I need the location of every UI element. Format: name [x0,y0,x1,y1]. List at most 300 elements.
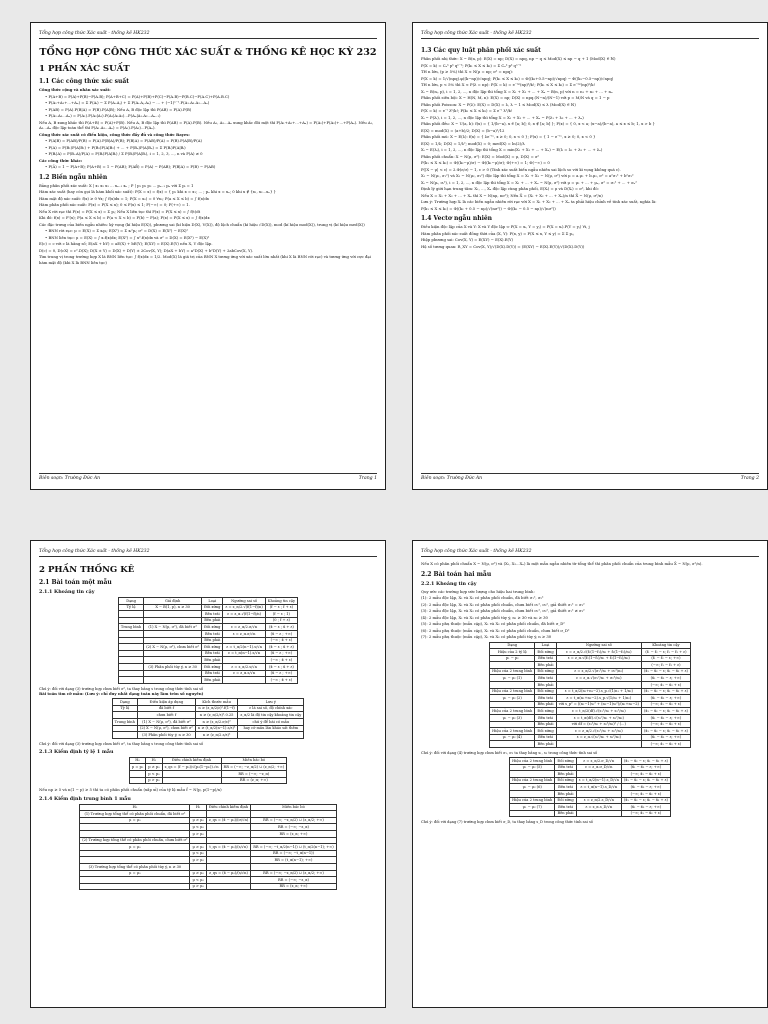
table-cell [556,741,641,748]
paragraph: X₁ ∼ N(μ₁, σ₁²) và X₂ ∼ N(μ₂, σ₂²) độc lập thì tổng X = X₁ + X₂ ∼ N(μ, σ²) với μ = a.μ₁ + b.μ₂, σ² = a²σ₁² + b²σ₂² [421,173,634,178]
table-row [490,668,691,675]
table-cell [144,650,202,657]
formula: • P(A) = P(B₁)P(A|B₁) + P(B₂)P(A|B₂) + ... + P(Bₙ)P(A|Bₙ) = Σ P(Bᵢ)P(A|Bᵢ) [45,145,377,151]
table-cell: ε = z_α/2.s/√n [223,663,265,670]
table-cell: μ₁ − μ₂ (5) [510,764,555,771]
table-row [80,864,336,871]
formula-list [45,94,377,119]
table-cell [251,811,337,818]
table-cell: Đối xứng [535,708,556,715]
table-cell [206,850,250,857]
table-note: Chú ý: đối với dạng (3) trường hợp chưa biết σ², ta thay bằng s trong công thức tính sai số [39,741,204,746]
table-cell: Đối xứng [555,758,576,765]
table-cell: μ < μ₀ [190,877,206,884]
column-header: H₀ [80,804,190,811]
column-header: Kích thước mẫu [195,699,238,706]
column-header: Khoảng tin cậy [641,642,690,649]
table-cell: (3) Phân phối tùy ý, n ≥ 30 [137,732,195,739]
table-cell: ε = z_α.s/√n [223,670,265,677]
table-cell [144,677,202,684]
table-cell: Bên phải [555,790,576,797]
table-row [129,764,286,771]
table-cell: Hiệu của 2 trung bình [510,758,555,765]
formula: • P(A|B) = P(AB)/P(B) = P(A).P(B|A)/P(B); P(B|A) = P(AB)/P(A) = P(B).P(A|B)/P(A) [45,138,377,144]
table-cell [80,850,190,857]
table-cell: μ₁ − μ₂ (1) [490,675,535,682]
paragraph: P(k₁ ≤ X ≤ k₂) = Φ((k₂−μ)/σ) − Φ((k₁−μ)/σ); Φ(+∞) = 1; Φ(−∞) = 0 [421,160,550,165]
table-row [510,790,671,797]
table-cell: (x̄ − ε ; +∞) [265,670,297,677]
table-cell [206,811,250,818]
table-row [129,777,286,784]
table-cell: (−∞; x̄₁ − x̄₂ + ε) [621,810,670,817]
table-cell: Tỷ lệ [112,705,137,712]
table-cell: đã biết f [137,705,195,712]
table-cell: (x̄ − ε ; +∞) [265,650,297,657]
table-row [118,670,297,677]
footer-author: Biên soạn: Trường Đức An [421,476,483,481]
table-row [118,677,297,684]
table-cell: n ≥ (t_α/2(n−1).s/ε)² [195,725,238,732]
table-header-row [490,642,691,649]
table-cell [118,630,143,637]
table-cell [251,837,337,844]
formula: • P(A₁.A₂...Aₙ) = P(A₁).P(A₂|A₁).P(A₃|A₁A₂)...P(Aₙ|A₁.A₂...Aₙ₋₁) [45,113,377,119]
section-heading: 2 PHẦN THỐNG KÊ [39,565,135,575]
table-cell [223,617,265,624]
table-cell: ε = z_α.s_D/√n [576,804,621,811]
table-cell: (x̄₁ − x̄₂ − ε; x̄₁ − x̄₂ + ε) [621,758,670,765]
subsection-heading: 1.2 Biến ngẫu nhiên [39,173,108,181]
table-row [490,675,691,682]
table-row [510,810,671,817]
table-cell: Hiệu của 2 tỷ lệ [490,649,535,656]
table-cell: Đối xứng [555,777,576,784]
table-cell: μ ≠ μ₀ [190,844,206,851]
table-cell: (f₁ − f₂ − ε; f₁ − f₂ + ε) [641,649,690,656]
paragraph: Các đặc trưng của biến ngẫu nhiên: kỳ vọng (kí hiệu E(X)), phương sai (kí hiệu D(X), V(X)), độ lệch chuẩn (kí hiệu √D(X)), mod (kí hiệu mod(X)), trung vị (kí hiệu med(X)) [39,221,365,227]
paragraph: (5): 2 mẫu phụ thuộc (mẫu cặp), X₁ và X₂ có phân phối chuẩn, đã biết σ_D² [421,621,565,626]
page-number: Trang 2 [740,476,759,481]
table-cell: ε = z_α/2.√(f(1−f)/n) [223,604,265,611]
subsubsection-heading: 2.2.1 Khoảng tin cậy [421,580,477,587]
table-row [129,770,286,777]
paragraph: (4): 2 mẫu độc lập, X₁ và X₂ có phân phối tùy ý, n₁ ≥ 30 và n₂ ≥ 30 [421,614,548,620]
table-cell: μ₁ − μ₂ (7) [510,804,555,811]
table-cell: (x̄₁ − x̄₂ − ε; +∞) [641,675,690,682]
table-cell: RR = (−∞; −z_α) [251,877,337,884]
paragraph: Hàm xác suất (hay còn gọi là hàm khối xác suất): P(X = x) = f(x) = { p₁ khi x = x₁; ... ; pₙ khi x = xₙ; 0 khi x ∉ {x₁, x₂...xₙ} } [39,189,276,194]
table-cell: Đối xứng [535,649,556,656]
table-cell: RR = (−∞; −z_α) [221,770,287,777]
paragraph: D(c) = 0, D(cX) = c².D(X); D(X ± Y) = D(X) + D(Y) ± 2Cov(X, Y); D(aX + bY) = a²D(X) + b²D(Y) + 2abCov(X, Y). [39,247,254,253]
paragraph: Phân phối siêu bội: X ∼ H(N, M, n): E(X) = np; D(X) = npq.(N−n)/(N−1) với p = M/N và q = 1 − p [421,95,610,100]
paragraph: (2): 2 mẫu độc lập, X₁ và X₂ có phân phối chuẩn, chưa biết σ₁², σ₂², giả thiết σ₁² = σ₂² [421,601,585,607]
table-cell: (−∞; x̄₁ − x̄₂ + ε) [641,682,690,689]
footer-author: Biên soạn: Trường Đức An [39,476,101,481]
table-cell: Bên trái [202,650,223,657]
table-cell [206,824,250,831]
table-cell: (x̄₁ − x̄₂ − ε; x̄₁ − x̄₂ + ε) [621,777,670,784]
paragraph: Hiệp phương sai: Cov(X, Y) = E(XY) − E(X).E(Y) [421,237,513,242]
table-cell [162,777,221,784]
table-cell: μ = μ₀ [80,817,190,824]
table-cell: ε = z_α.√(s₁²/n₁ + s₂²/n₂) [556,734,641,741]
table-cell: n ≥ (z_α/2.σ/ε)² [195,719,238,726]
table-cell: (1) X ∼ N(μ, σ²), đã biết σ² [137,719,195,726]
table-cell: Đối xứng [202,604,223,611]
table-cell: (1) X ∼ N(μ, σ²), đã biết σ² [144,624,202,631]
table-cell: (x̄₁ − x̄₂ − ε; x̄₁ − x̄₂ + ε) [641,708,690,715]
paragraph: Điều kiện độc lập của X và Y: X và Y độc lập ⇔ P(X = xᵢ, Y = yⱼ) = P(X = xᵢ).P(Y = yⱼ) ∀i, j [421,224,590,229]
table-note: Chú ý: đối với dạng (4) trường hợp chưa biết σ₁, σ₂ ta thay bằng s₁, s₂ trong công thức tính sai số [421,751,598,755]
table-cell: ε = t_α/2(n−1).s/√n [223,644,265,651]
table-cell: ε = z_α/2.σ/√n [223,624,265,631]
table-cell: ε = t_α(n−1).s/√n [223,650,265,657]
table-cell: (x̄₁ − x̄₂ − ε; +∞) [641,695,690,702]
table-header-row [80,804,336,811]
table-cell: Tỷ lệ [118,604,143,611]
formula: • P(A₁+A₂+...+Aₙ) = Σ P(Aᵢ) − Σ P(Aᵢ.Aⱼ) + Σ P(Aᵢ.Aⱼ.Aₖ) − ... + (−1)ⁿ⁻¹.P(A₁.A₂.A₃...Aₙ) [45,100,377,106]
table-cell: z_qs = (x̄ − μ₀)/(σ/√n) [206,817,250,824]
table-cell: p₁ − p₂ [490,655,535,662]
table-cell [118,677,143,684]
table-row [118,663,297,670]
table-cell: p ≠ p₀ [146,764,162,771]
table-cell: ε = z_α/2.√(s₁²/n₁ + s₂²/n₂) [556,728,641,735]
paragraph: E(X) = mod(X) = (a+b)/2; D(X) = (b−a)²/12 [421,127,505,133]
table-row [112,725,304,732]
table-cell: Đối xứng [202,624,223,631]
table-cell: (−∞ ; x̄ + ε) [265,637,297,644]
page-footer [421,473,759,481]
table-cell: Bên phải [202,637,223,644]
table-cell: μ = μ₀ [80,844,190,851]
table-cell [162,770,221,777]
table-cell: (x̄₁ − x̄₂ − ε; x̄₁ − x̄₂ + ε) [641,688,690,695]
paragraph: Xᵢ ∼ P(λᵢ), i = 1, 2, ..., n độc lập thì tổng X = X₁ + X₂ + ... + Xₙ ∼ P(λ₁ + λ₂ + ... + λₙ) [421,114,584,120]
table-cell: (f₁ − f₂ − ε; +∞) [641,655,690,662]
table-cell [490,701,535,708]
table-cell: z_α/2 là độ tin cậy khoảng tin cậy [238,712,304,719]
table-row [112,719,304,726]
table-cell: μ > μ₀ [190,831,206,838]
table-row [80,811,336,818]
paragraph: Quy ước các trường hợp ước lượng cho hiệu hai trung bình: [421,588,535,594]
table-cell [510,790,555,797]
table-cell: (−∞; x̄₁ − x̄₂ + ε) [641,701,690,708]
table-row [490,655,691,662]
table-cell: Bên phải [535,741,556,748]
paragraph: P(X = k) = 1/√(npq).φ((k−np)/√npq); P(k₁ ≤ X ≤ k₂) = Φ((k₂+0.5−np)/√npq) − Φ((k₁−0.5−np)/√npq) [421,75,614,81]
table-cell [144,617,202,624]
table-cell: (x̄ − ε ; +∞) [265,630,297,637]
table-cell: Đối xứng [535,668,556,675]
paragraph: Nếu X = X₁ + X₂ + ... + Xₙ thì X ∼ N(nμ, nσ²); Nếu X̄ = (X₁ + X₂ + ... + Xₙ)/n thì X̄ ∼ N(μ, σ²/n) [421,192,603,198]
table-cell [206,857,250,864]
page-number: Trang 1 [358,476,377,481]
table-cell [510,771,555,778]
paragraph: Xᵢ ∼ N(μᵢ, σᵢ²), i = 1, 2, ..., n độc lập thì tổng X = X₁ + ... + Xₙ ∼ N(μ, σ²) với μ = μ₁ + ... + μₙ, σ² = σ₁² + ... + σₙ² [421,179,637,185]
column-header: H₀ [129,757,145,764]
table-cell [118,663,143,670]
formula-list [45,228,377,240]
table-row [80,857,336,864]
formula: • P(Ā) = 1 − P(A+B); P(A+B) = 1 − P(AB); P(AB̄) = P(A) − P(AB); P(B|A) = P(B) − P(AB) [45,164,377,170]
table-row [490,721,691,728]
table-cell [80,883,190,890]
table-cell [144,611,202,618]
table-cell: ε = t_α(n−1).s_D/√n [576,784,621,791]
table-cell: z_qs = (f − p₀)/√(p₀(1−p₀)).√n [162,764,221,771]
table-cell [490,741,535,748]
formula: • BNN liên tục: μ = E(X) = ∫ x.f(x)dx; E(X²) = ∫ x².f(x)dx và σ² = D(X) = E(X²) − E(X)² [45,235,377,241]
table-cell: μ ≠ μ₀ [190,870,206,877]
table-cell: RR = (−∞; −z_α) [251,824,337,831]
paragraph: P(|X − μ| < ε) = 2.Φ(ε/σ) − 1, ε > 0 (Tính xác suất biến ngẫu nhiên sai lệch so với kì vọng không quá ε). [421,166,621,172]
table-row [118,604,297,611]
table-cell: Bên phải [535,701,556,708]
table-cell: (−∞; x̄₁ − x̄₂ + ε) [641,721,690,728]
table-cell: Hiệu của 2 trung bình [510,777,555,784]
table-row [510,771,671,778]
table-cell: ε = z_α.σ/√n [223,630,265,637]
table-cell: Bên phải [535,721,556,728]
table-cell: Bên phải [202,657,223,664]
table-cell: (x̄₁ − x̄₂ − ε; +∞) [621,804,670,811]
table-cell: (f − ε ; f + ε) [265,604,297,611]
table-row [118,644,297,651]
table-cell [576,810,621,817]
table-cell: ε = z_α.√(f(1−f)/n) [223,611,265,618]
table-cell [206,864,250,871]
table-cell: (f − ε ; 1) [265,611,297,618]
table-row [118,657,297,664]
paragraph: (1): 2 mẫu độc lập, X₁ và X₂ có phân phối chuẩn, đã biết σ₁², σ₂² [421,595,544,600]
table-cell: μ < μ₀ [190,824,206,831]
paragraph: Định lý giới hạn trung tâm: X₁, ..., Xₙ độc lập cùng phân phối, E(Xᵢ) = μ và D(Xᵢ) = σ², khi đó: [421,186,599,191]
table-row [118,617,297,624]
subsection-heading: 1.4 Vectơ ngẫu nhiên [421,215,493,222]
table-cell: n ≥ (z_α/2/ε)².0.25 [195,712,238,719]
page-header: Tổng hợp công thức Xác suất - thống kê HK232 [39,31,377,39]
table-row [490,728,691,735]
table-row [80,877,336,884]
table-cell [490,721,535,728]
table-cell: RR = (−∞; −t_α(n−1)) [251,850,337,857]
table-cell: RR = (t_α(n−1); +∞) [251,857,337,864]
subsubsection-heading: 2.1.3 Kiểm định tỷ lệ 1 mẫu [39,748,114,755]
table-row [118,624,297,631]
table-row [510,804,671,811]
table-cell: Bên phải [535,682,556,689]
paragraph: Phân phối nhị thức: X ∼ B(n, p): E(X) = np; D(X) = npq, np − q ≤ Mod(X) ≤ np − q + 1 (Mod(X) ∈ ℕ) [421,56,616,61]
table-cell [129,770,145,777]
table-cell: (3) Trường hợp tổng thể có phân phối tùy ý, n ≥ 30 [80,864,190,871]
column-header: Miền bác bỏ [251,804,337,811]
column-header: Dạng [118,598,143,605]
table-cell: ε = z_α.√(σ₁²/n₁ + σ₂²/n₂) [556,675,641,682]
paragraph: TH n lớn, (p ≥ 5%) thì X ≈ N(μ = np; σ² = npq): [421,69,513,74]
table-row [490,695,691,702]
table-cell: n ≥ (z_α/2.s/ε)² [195,732,238,739]
table-cell: ε = t_α(n₁+n₂−2).s_p.√(1/n₁ + 1/n₂) [556,695,641,702]
table-cell [223,637,265,644]
document-page-2 [412,22,768,490]
table-cell: (x̄ − ε ; x̄ + ε) [265,663,297,670]
table-cell: Đối xứng [202,644,223,651]
table-row [490,649,691,656]
table-row [510,777,671,784]
column-header: Miền bác bỏ [221,757,287,764]
table-row [80,850,336,857]
table-cell: μ = μ₀ [80,870,190,877]
table-cell: ε = z_α/2.√(σ₁²/n₁ + σ₂²/n₂) [556,668,641,675]
paragraph: Xᵢ ∼ E(λᵢ), i = 1, 2, ..., n độc lập thì tổng X = min(X₁ + X₂ + ... + Xₙ) ∼ E(λ = λ₁ + λ₂ + ... + λₙ) [421,147,603,152]
table-header-row [118,598,297,605]
table-cell: ε = z_α/2.σ_D/√n [576,758,621,765]
table-cell [118,637,143,644]
table-cell: ε = t_α/2(n−1).s_D/√n [576,777,621,784]
column-header: Loại [202,598,223,605]
table-cell: RR = (z_α; +∞) [221,777,287,784]
table-cell: Bên trái [555,784,576,791]
table-cell [223,657,265,664]
table-cell [118,650,143,657]
table-cell: Bên trái [555,804,576,811]
table-cell: (−∞ ; x̄ + ε) [265,677,297,684]
table-row [118,630,297,637]
paragraph: Nếu X rời rạc thì F(x) = P(X ≤ x) = Σ pᵢ; Nếu X liên tục thì F(x) = P(X ≤ x) = ∫ f(t)dt [39,208,201,214]
table-cell: p < p₀ [146,770,162,777]
table-cell: (−∞ ; x̄ + ε) [265,657,297,664]
confidence-interval-table [118,597,298,684]
paragraph: E(c) = c với c là hằng số; E(aX + bY) = aE(X) + bE(Y); E(XY) = E(X).E(Y) nếu X, Y độc lập. [39,241,213,246]
table-row [118,637,297,644]
table-cell: μ₁ − μ₂ (3) [490,715,535,722]
table-cell: Bên trái [555,764,576,771]
paragraph: Xᵢ ∼ B(nᵢ, p), i = 1, 2, ..., n độc lập thì tổng X = X₁ + X₂ + ... + Xₙ ∼ B(n, p) với n = n₁ + n₂ + ... + nₙ [421,88,613,94]
table-cell [576,790,621,797]
table-cell: (2) Trường hợp tổng thể có phân phối chuẩn, chưa biết σ² [80,837,190,844]
column-header: H₁ [146,757,162,764]
paragraph: Khi đó: f(x) = F′(x); P(a ≤ X ≤ b) = P(a < X < b) = F(b) − F(a); F(x) = P(X ≤ x) = ∫ f(x)dx [39,215,210,220]
table-note: Chú ý: đối với dạng (3) trường hợp chưa biết σ², ta thay bằng s trong công thức tính sai số [39,686,204,691]
table-cell [490,682,535,689]
column-header: Ngưỡng sai số [556,642,641,649]
formula: • P(Bᵢ|A) = P(Bᵢ.A)/P(A) = P(Bᵢ)P(A|Bᵢ) / Σ P(Bᵢ)P(A|Bᵢ), i = 1, 2, 3, ..., n và P(A) ≠ 0 [45,151,377,157]
table-cell: ε = t_α/2(df).√(s₁²/n₁ + s₂²/n₂) [556,708,641,715]
table-row [112,732,304,739]
table-row [490,688,691,695]
table-cell: (0 ; f + ε) [265,617,297,624]
table-cell: Bên trái [535,675,556,682]
table-cell: Bên phải [555,771,576,778]
table-row [80,824,336,831]
table-row [510,758,671,765]
table-cell: μ₁ − μ₂ (4) [490,734,535,741]
table-row [118,611,297,618]
table-row [112,712,304,719]
mean-test-table [79,804,336,891]
table-note: Chú ý: đối với dạng (7) trường hợp chưa biết σ_D, ta thay bằng s_D trong công thức tính sai số [421,820,593,825]
paragraph: (6): 2 mẫu phụ thuộc (mẫu cặp), X₁ và X₂ có phân phối chuẩn, chưa biết σ_D² [421,627,570,633]
column-header: Loại [535,642,556,649]
paragraph: Phân phối chuẩn: X ∼ N(μ, σ²): E(X) = Mod(X) = μ, D(X) = σ² [421,153,540,159]
table-cell: (2) X ∼ N(μ, σ²), chưa biết σ² [144,644,202,651]
table-cell: (−∞; f₁ − f₂ + ε) [641,662,690,669]
table-cell: Đối xứng [535,728,556,735]
document-title: TỔNG HỢP CÔNG THỨC XÁC SUẤT & THỐNG KÊ HỌC KỲ 232 [39,47,377,58]
paragraph: Nếu np ≥ 5 và n(1 − p) ≥ 5 thì ta có phân phối chuẩn (xấp xỉ) của tỷ lệ mẫu f̂ ∼ N(p, p(1−p)/n) [39,787,222,793]
table-cell: (x̄₁ − x̄₂ − ε; +∞) [641,715,690,722]
table-cell: với df = (s₁²/n₁ + s₂²/n₂)² / (...) [556,721,641,728]
table-cell: (x̄ − ε ; x̄ + ε) [265,644,297,651]
table-row [80,837,336,844]
table-cell [80,824,190,831]
page-header: Tổng hợp công thức Xác suất - thống kê HK232 [39,549,377,557]
subsection-heading: 2.1 Bài toán một mẫu [39,579,112,586]
column-header: Giả định [144,598,202,605]
subsection-heading: 2.2 Bài toán hai mẫu [421,570,492,578]
column-header: Điều chỉnh kiểm định [206,804,250,811]
table-cell: (x̄₁ − x̄₂ − ε; x̄₁ − x̄₂ + ε) [641,668,690,675]
sample-size-table [112,698,305,739]
table-cell: ε = z_α.σ_D/√n [576,764,621,771]
table-cell [556,662,641,669]
table-cell [112,725,137,732]
subsection-heading: 1.3 Các quy luật phân phối xác suất [421,47,541,54]
table-row [490,734,691,741]
table-cell: (x̄₁ − x̄₂ − ε; +∞) [641,734,690,741]
column-header: Khoảng tin cậy [265,598,297,605]
table-cell: (x̄ − ε ; x̄ + ε) [265,624,297,631]
document-page-4 [412,540,768,1008]
table-cell [118,670,143,677]
table-cell: Đối xứng [535,688,556,695]
paragraph: Hàm phân phối xác suất: F(x) = P(X ≤ x); 0 ≤ F(x) ≤ 1; F(−∞) = 0; F(+∞) = 1. [39,202,190,207]
table-cell [144,670,202,677]
table-cell: Bên trái [202,630,223,637]
two-sample-ci-table [489,642,691,749]
table-row [490,708,691,715]
table-cell [206,883,250,890]
table-cell: μ₁ − μ₂ (2) [490,695,535,702]
paragraph: Nếu A, B xung khắc thì P(A+B) = P(A)+P(B). Nếu A, B độc lập thì P(AB) = P(A).P(B). Nếu A₁, A₂...Aₙ xung khắc đôi một thì P(A₁+A₂+...+Aₙ) = P(A₁)+P(A₂)+...+P(Aₙ). Nếu A₁, A₂...Aₙ độc lập toàn thể thì P(A₁.A₂...Aₙ) = P(A₁).P(A₂)...P(Aₙ). [39,119,374,130]
table-cell: ε là sai số, độ chính xác [238,705,304,712]
subsubsection-heading: 2.1.1 Khoảng tin cậy [39,589,95,595]
table-row [490,682,691,689]
table-row [80,844,336,851]
table-cell: μ₁ − μ₂ (6) [510,784,555,791]
table-cell: Hiệu của 2 trung bình [490,688,535,695]
table-cell: Hiệu của 2 trung bình [490,728,535,735]
table-cell [190,811,206,818]
table-cell: RR = (−∞; −z_α/2) ∪ (z_α/2; +∞) [251,870,337,877]
table-cell [190,837,206,844]
table-cell: (x̄₁ − x̄₂ − ε; +∞) [621,764,670,771]
table-cell: μ < μ₀ [190,850,206,857]
table-cell: z_qs = (x̄ − μ₀)/(s/√n) [206,870,250,877]
table-cell: Trung bình [118,624,143,631]
table-cell: với s_p² = ((n₁−1)s₁² + (n₂−1)s₂²)/(n₁+n₂−2) [556,701,641,708]
table-cell [190,864,206,871]
table-cell [576,771,621,778]
table-cell: X ∼ B(1, p), n ≥ 30 [144,604,202,611]
vector-formulas [421,224,759,249]
paragraph: Nếu X có phân phối chuẩn X ∼ N(μ, σ²) và (X₁, X₂...Xₙ) là một mẫu ngẫu nhiên từ tổng thể thì phân phối chuẩn của trung bình mẫu X̄ ∼ N(μ, σ²/n). [421,561,703,566]
paragraph: Hàm phân phối xác suất đồng thời của (X, Y): F(x, y) = P(X ≤ x, Y ≤ y) = Σ Σ pᵢⱼ [421,230,574,236]
